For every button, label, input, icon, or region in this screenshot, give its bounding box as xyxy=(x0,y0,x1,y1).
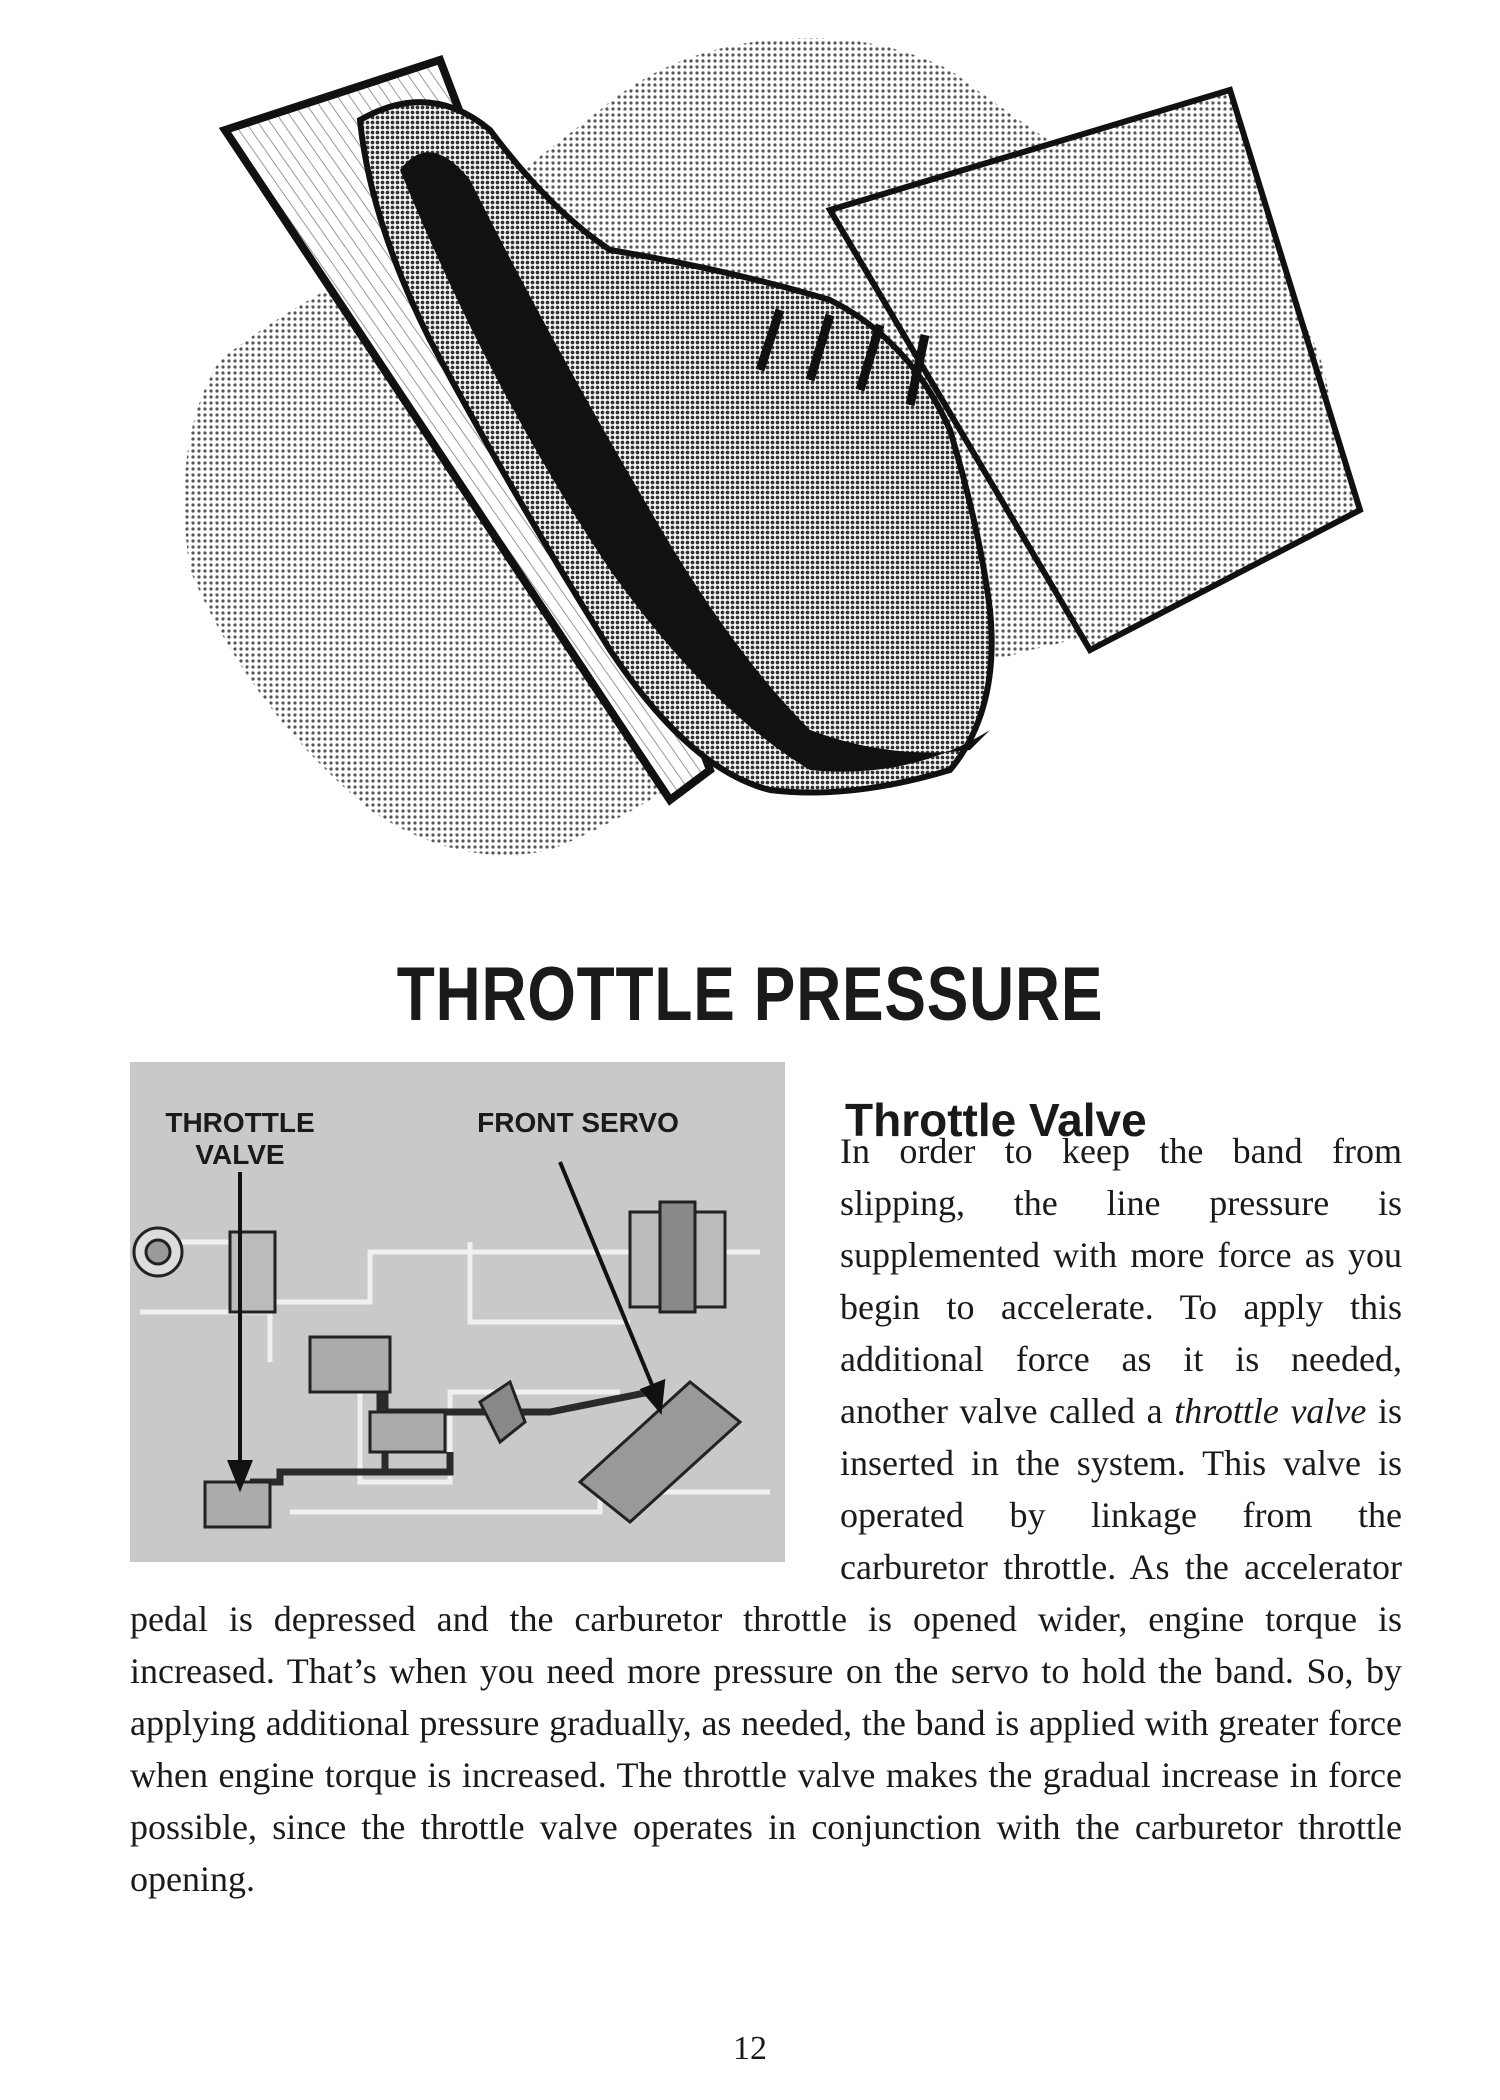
body-text-part2: is inserted in the system. This valve is operated by linkage from the carburetor throttle. As the accelerator pedal is depressed and the carburetor throttle is opened wider, engine torque is increased. That’s when you need more pressure on the servo to hold the band. So, by applying additional pressure gradually, as needed, the band is applied with greater force when engine torque is increased. The throttle valve makes the gradual increase in force possible, since the throttle valve operates in conjunction with the carburetor throttle opening. xyxy=(130,1391,1403,1899)
page-title: THROTTLE PRESSURE xyxy=(396,951,1104,1037)
body-text-part1: In order to keep the band from slipping, the line pressure is supplemented with more force as you begin to accelerate. To apply this additional force as it is needed, another valve called a xyxy=(840,1131,1402,1431)
page-number: 12 xyxy=(733,2030,767,2067)
body-text-emphasis: throttle valve xyxy=(1174,1391,1367,1431)
section-subheading: Throttle Valve xyxy=(845,1094,1147,1147)
front-servo-label: FRONT SERVO xyxy=(477,1107,679,1138)
foot-on-accelerator-illustration xyxy=(130,10,1410,880)
throttle-valve-label-line2: VALVE xyxy=(195,1139,285,1170)
diagram-float-spacer xyxy=(130,1125,840,1575)
body-paragraph-container xyxy=(130,1125,1402,1905)
throttle-valve-label-line1: THROTTLE xyxy=(165,1107,315,1138)
